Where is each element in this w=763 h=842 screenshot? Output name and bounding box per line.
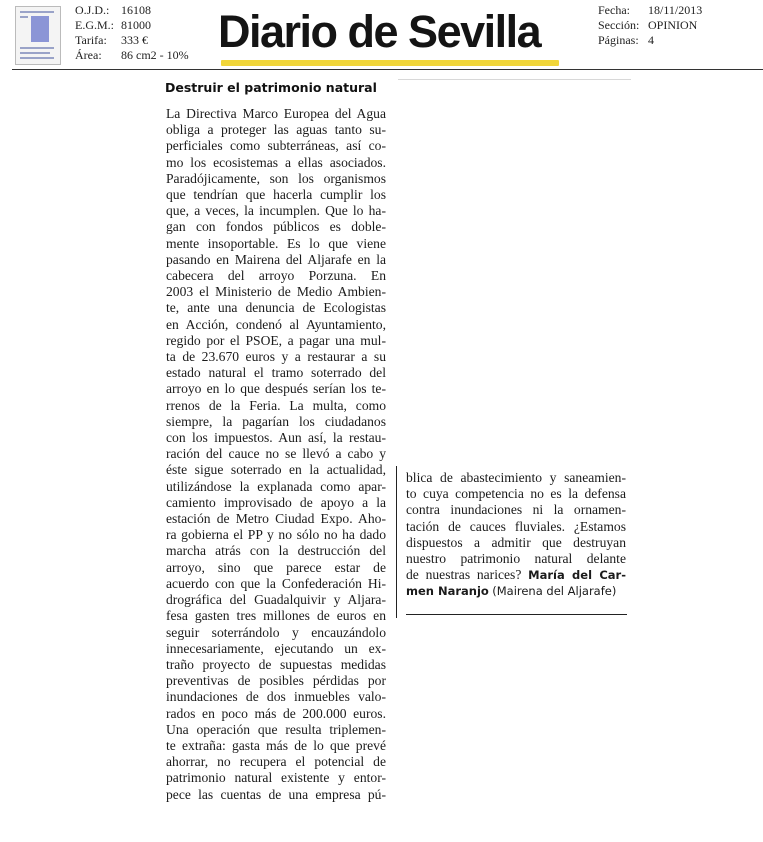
text-line: rados en poco más de 200.000 euros. [166,705,386,721]
text-line: mo los ecosistemas a ellas asociados. [166,154,386,170]
text-line: gan con fondos públicos es doble- [166,219,386,235]
meta-label: Tarifa: [75,33,107,47]
meta-row [598,3,702,18]
text-line: to cuya competencia no es la defensa [406,486,626,502]
meta-row [75,18,189,33]
text-line: perficiales como subterráneas, así co- [166,138,386,154]
text-line: acuerdo con que la Confederación Hi- [166,575,386,591]
meta-label: Páginas: [598,33,639,47]
text-line: 2003 el Ministerio de Medio Ambien- [166,284,386,300]
text-line: traño proyecto de supuestas medidas [166,656,386,672]
article-end-rule [406,614,627,615]
text-line: estación de Metro Ciudad Expo. Aho- [166,511,386,527]
text-line: con los impuestos. Aun así, la restau- [166,430,386,446]
text-line: ta de 23.670 euros y a restaurar a su [166,349,386,365]
text-line: que, a veces, la incumplen. Que lo ha- [166,203,386,219]
meta-row [598,33,702,48]
text-line: pece las cuentas de una empresa pú- [166,786,386,802]
logo-accent-bar [221,60,559,66]
signature-line [406,583,626,599]
text-line: camiento improvisado de apoyo a la [166,494,386,510]
newspaper-logo [218,4,560,68]
meta-value: 16108 [121,3,151,17]
header-divider [12,69,763,70]
text-line: ra gobierna el PP y no sólo no ha dado [166,527,386,543]
press-metadata-right [598,3,702,48]
signature-location: (Mairena del Aljarafe) [492,584,617,599]
column-top-divider [398,79,631,80]
text-line: ración del cauce no se llevó a cabo y [166,446,386,462]
text-line: preventivas de posibles pérdidas por [166,673,386,689]
text-line: te extraña: gasta más de lo que prevé [166,737,386,753]
meta-label: E.G.M.: [75,18,114,32]
meta-value: 333 € [121,33,148,47]
text-line: estado natural el tramo soterrado del [166,365,386,381]
meta-label: Fecha: [598,3,630,17]
signature-name-continued: men Naranjo [406,584,489,599]
article-headline: Destruir el patrimonio natural [165,80,377,95]
text-line: La Directiva Marco Europea del Agua [166,106,386,121]
signature-name: María del Car- [528,568,627,583]
text-line: éste sigue soterrado en la actualidad, [166,462,386,478]
article-column-1 [166,106,386,803]
text-line [406,567,626,583]
text-line: obliga a proteger las aguas tanto su- [166,122,386,138]
meta-row [75,3,189,18]
text-line: fesa gasten tres millones de euros en [166,608,386,624]
text-line: contra inundaciones ni la ornamen- [406,502,626,518]
text-line: mente insoportable. Es lo que viene [166,235,386,251]
text-line: cabecera del arroyo Porzuna. En [166,268,386,284]
text-line: utilizándose la explanada como apar- [166,478,386,494]
text-line: Una operación que resulta triplemen- [166,721,386,737]
meta-value: 86 cm2 - 10% [121,48,189,62]
page-thumbnail [15,6,61,65]
meta-label: Sección: [598,18,640,32]
meta-row [598,18,702,33]
meta-row [75,33,189,48]
press-metadata-left [75,3,189,63]
text-line: seguir soterrándolo y encauzándolo [166,624,386,640]
text-fragment: de nuestras narices? [406,567,522,583]
text-line: innecesariamente, ejecutando un ex- [166,640,386,656]
meta-value: 18/11/2013 [648,3,703,17]
text-line: marcha atrás con la destrucción del [166,543,386,559]
text-line: blica de abastecimiento y saneamien- [406,470,626,485]
text-line: arroyo en lo que después serían los te- [166,381,386,397]
column-divider [396,466,397,618]
meta-value: 4 [648,33,654,47]
article-column-2 [406,470,626,600]
text-line: patrimonio natural existente y entor- [166,770,386,786]
text-line: Paradójicamente, son los organismos [166,170,386,186]
text-line: en Acción, condenó al Ayuntamiento, [166,316,386,332]
text-line: tación de cauces fluviales. ¿Estamos [406,518,626,534]
meta-label: Área: [75,48,102,62]
text-line: te, ante una denuncia de Ecologistas [166,300,386,316]
text-line: que tendrían que hacerla cumplir los [166,187,386,203]
text-line: nuestro patrimonio natural delante [406,551,626,567]
text-line: regido por el PSOE, a pagar una mul- [166,332,386,348]
text-line: pasando en Mairena del Aljarafe en la [166,251,386,267]
text-line: drográfica del Guadalquivir y Aljara- [166,592,386,608]
meta-row [75,48,189,63]
meta-label: O.J.D.: [75,3,110,17]
text-line: dispuestos a admitir que destruyan [406,534,626,550]
meta-value: OPINION [648,18,698,32]
text-line: rrenos de la Feria. La multa, como [166,397,386,413]
meta-value: 81000 [121,18,151,32]
text-line: siempre, la pagarían los ciudadanos [166,413,386,429]
logo-text: Diario de Sevilla [218,6,541,57]
text-line: inundaciones de dos inmuebles valo- [166,689,386,705]
text-line: arroyo, sino que parece estar de [166,559,386,575]
text-line: ahorrar, no recupera el potencial de [166,754,386,770]
